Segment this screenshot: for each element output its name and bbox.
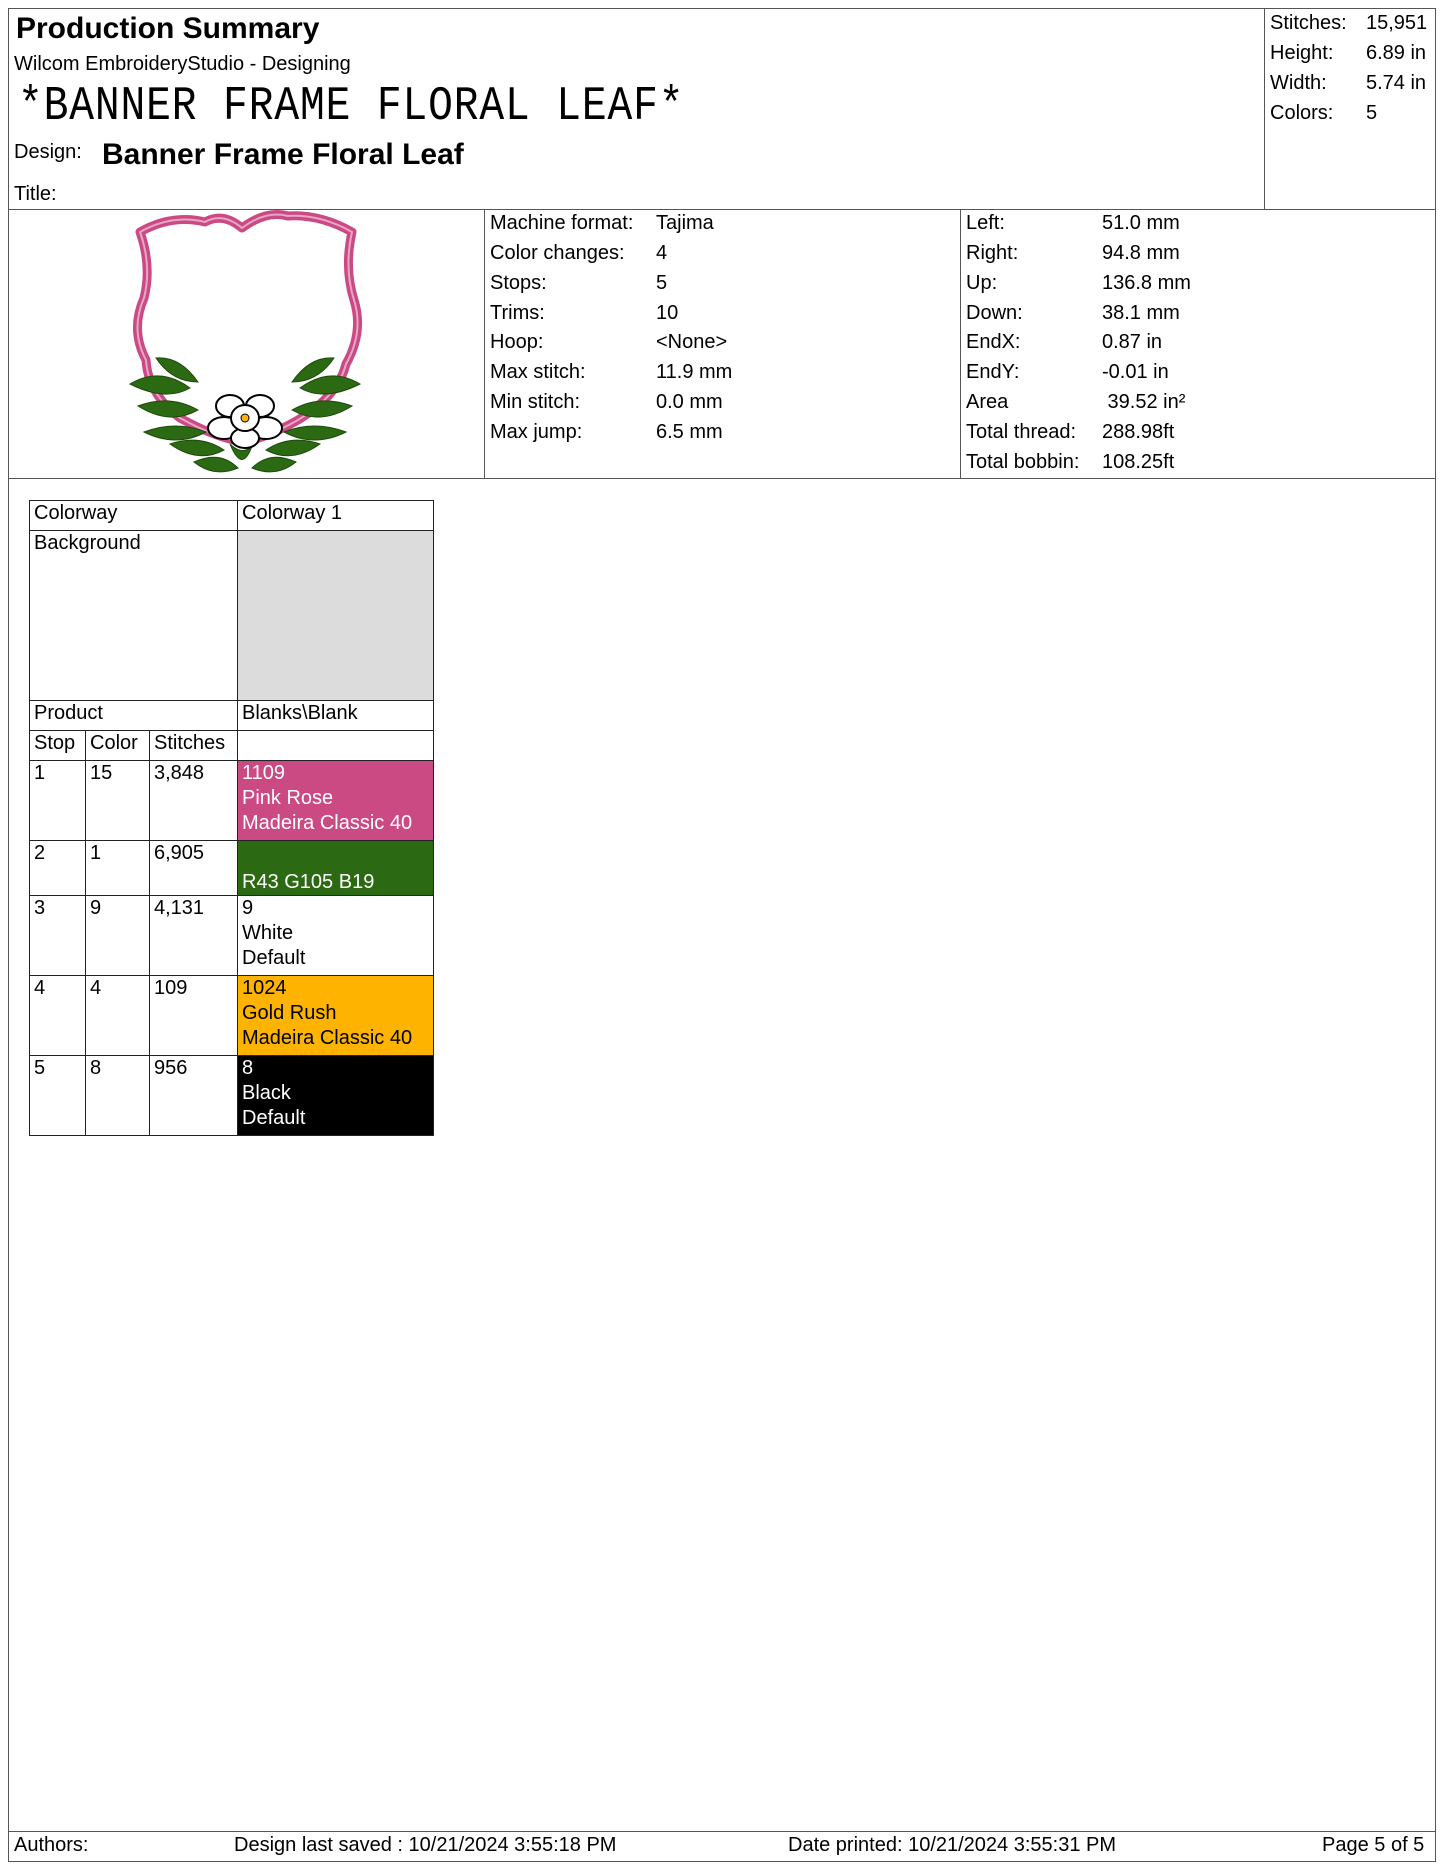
thread-chart: Default bbox=[242, 1107, 306, 1129]
thread-name: Black bbox=[242, 1082, 291, 1104]
info-divider bbox=[8, 478, 1436, 479]
color-header: Color bbox=[86, 731, 150, 761]
right-label: Right: bbox=[966, 242, 1019, 264]
color-cell: 4 bbox=[86, 976, 150, 1056]
swatch-header bbox=[238, 731, 434, 761]
stop-cell: 1 bbox=[30, 761, 86, 841]
stop-cell: 4 bbox=[30, 976, 86, 1056]
colors-label: Colors: bbox=[1270, 102, 1334, 124]
trims-value: 10 bbox=[656, 302, 679, 324]
background-row bbox=[30, 531, 434, 701]
thread-swatch bbox=[238, 1056, 434, 1136]
right-value: 94.8 mm bbox=[1102, 242, 1180, 264]
thread-code: 8 bbox=[242, 1057, 254, 1079]
machine-format-value: Tajima bbox=[656, 212, 714, 234]
design-file-name: *BANNER FRAME FLORAL LEAF* bbox=[18, 80, 685, 134]
table-row bbox=[30, 841, 434, 896]
table-row bbox=[30, 761, 434, 841]
area-label: Area bbox=[966, 391, 1009, 413]
stops-value: 5 bbox=[656, 272, 668, 294]
page-number: Page 5 of 5 bbox=[1322, 1834, 1425, 1856]
thread-chart: Madeira Classic 40 bbox=[242, 1027, 413, 1049]
total-bobbin-value: 108.25ft bbox=[1102, 451, 1175, 473]
colorway-table bbox=[29, 500, 434, 1136]
trims-label: Trims: bbox=[490, 302, 545, 324]
hoop-label: Hoop: bbox=[490, 331, 544, 353]
thread-swatch bbox=[238, 761, 434, 841]
stop-cell: 2 bbox=[30, 841, 86, 896]
design-preview bbox=[120, 206, 370, 478]
product-label: Product bbox=[30, 701, 238, 731]
thread-name: Gold Rush bbox=[242, 1002, 337, 1024]
app-name: Wilcom EmbroideryStudio - Designing bbox=[14, 53, 351, 75]
endx-label: EndX: bbox=[966, 331, 1021, 353]
total-thread-label: Total thread: bbox=[966, 421, 1077, 443]
color-cell: 8 bbox=[86, 1056, 150, 1136]
product-row bbox=[30, 701, 434, 731]
thread-swatch bbox=[238, 976, 434, 1056]
stitches-header: Stitches bbox=[150, 731, 238, 761]
thread-code: 1024 bbox=[242, 977, 287, 999]
stitches-cell: 956 bbox=[150, 1056, 238, 1136]
down-value: 38.1 mm bbox=[1102, 302, 1180, 324]
color-cell: 15 bbox=[86, 761, 150, 841]
thread-code: 1109 bbox=[242, 762, 286, 784]
colors-value: 5 bbox=[1366, 102, 1378, 124]
last-saved: Design last saved : 10/21/2024 3:55:18 PM bbox=[234, 1834, 617, 1856]
table-row bbox=[30, 896, 434, 976]
product-value: Blanks\Blank bbox=[238, 701, 434, 731]
date-printed: Date printed: 10/21/2024 3:55:31 PM bbox=[788, 1834, 1117, 1856]
width-label: Width: bbox=[1270, 72, 1327, 94]
summary-divider bbox=[1264, 8, 1265, 209]
total-bobbin-label: Total bobbin: bbox=[966, 451, 1080, 473]
endx-value: 0.87 in bbox=[1102, 331, 1163, 353]
thread-swatch bbox=[238, 841, 434, 896]
height-value: 6.89 in bbox=[1366, 42, 1427, 64]
stops-label: Stops: bbox=[490, 272, 547, 294]
left-value: 51.0 mm bbox=[1102, 212, 1180, 234]
stop-header: Stop bbox=[30, 731, 86, 761]
colorway-header: Colorway bbox=[30, 501, 238, 531]
page-title: Production Summary bbox=[16, 12, 320, 45]
max-jump-value: 6.5 mm bbox=[656, 421, 723, 443]
stitches-value: 15,951 bbox=[1366, 12, 1428, 34]
stitches-cell: 6,905 bbox=[150, 841, 238, 896]
left-label: Left: bbox=[966, 212, 1005, 234]
min-stitch-value: 0.0 mm bbox=[656, 391, 723, 413]
thread-name: Pink Rose bbox=[242, 787, 334, 809]
thread-swatch bbox=[238, 896, 434, 976]
preview-divider bbox=[484, 209, 485, 478]
color-changes-value: 4 bbox=[656, 242, 668, 264]
footer-divider bbox=[8, 1831, 1436, 1832]
up-value: 136.8 mm bbox=[1102, 272, 1191, 294]
hoop-value: <None> bbox=[656, 331, 728, 353]
stop-cell: 5 bbox=[30, 1056, 86, 1136]
up-label: Up: bbox=[966, 272, 998, 294]
table-row bbox=[30, 976, 434, 1056]
down-label: Down: bbox=[966, 302, 1023, 324]
thread-chart: R43 G105 B19 bbox=[242, 871, 375, 893]
min-stitch-label: Min stitch: bbox=[490, 391, 581, 413]
stitches-cell: 4,131 bbox=[150, 896, 238, 976]
endy-value: -0.01 in bbox=[1102, 361, 1169, 383]
title-label: Title: bbox=[14, 183, 57, 205]
stitches-label: Stitches: bbox=[1270, 12, 1347, 34]
background-label: Background bbox=[30, 531, 238, 701]
colorway-name: Colorway 1 bbox=[238, 501, 434, 531]
thread-chart: Default bbox=[242, 947, 306, 969]
color-cell: 9 bbox=[86, 896, 150, 976]
machine-divider bbox=[960, 209, 961, 478]
total-thread-value: 288.98ft bbox=[1102, 421, 1175, 443]
thread-code: 9 bbox=[242, 897, 254, 919]
stitches-cell: 109 bbox=[150, 976, 238, 1056]
background-swatch bbox=[238, 531, 434, 701]
stitches-cell: 3,848 bbox=[150, 761, 238, 841]
column-header-row bbox=[30, 731, 434, 761]
max-jump-label: Max jump: bbox=[490, 421, 583, 443]
max-stitch-value: 11.9 mm bbox=[656, 361, 733, 383]
design-label: Design: bbox=[14, 141, 82, 163]
endy-label: EndY: bbox=[966, 361, 1020, 383]
max-stitch-label: Max stitch: bbox=[490, 361, 586, 383]
width-value: 5.74 in bbox=[1366, 72, 1427, 94]
stop-cell: 3 bbox=[30, 896, 86, 976]
color-cell: 1 bbox=[86, 841, 150, 896]
colorway-header-row bbox=[30, 501, 434, 531]
thread-chart: Madeira Classic 40 bbox=[242, 812, 413, 834]
authors-label: Authors: bbox=[14, 1834, 89, 1856]
table-row bbox=[30, 1056, 434, 1136]
design-value: Banner Frame Floral Leaf bbox=[102, 138, 464, 171]
height-label: Height: bbox=[1270, 42, 1334, 64]
area-value: 39.52 in² bbox=[1102, 391, 1186, 413]
machine-format-label: Machine format: bbox=[490, 212, 634, 234]
color-changes-label: Color changes: bbox=[490, 242, 625, 264]
thread-name: White bbox=[242, 922, 294, 944]
